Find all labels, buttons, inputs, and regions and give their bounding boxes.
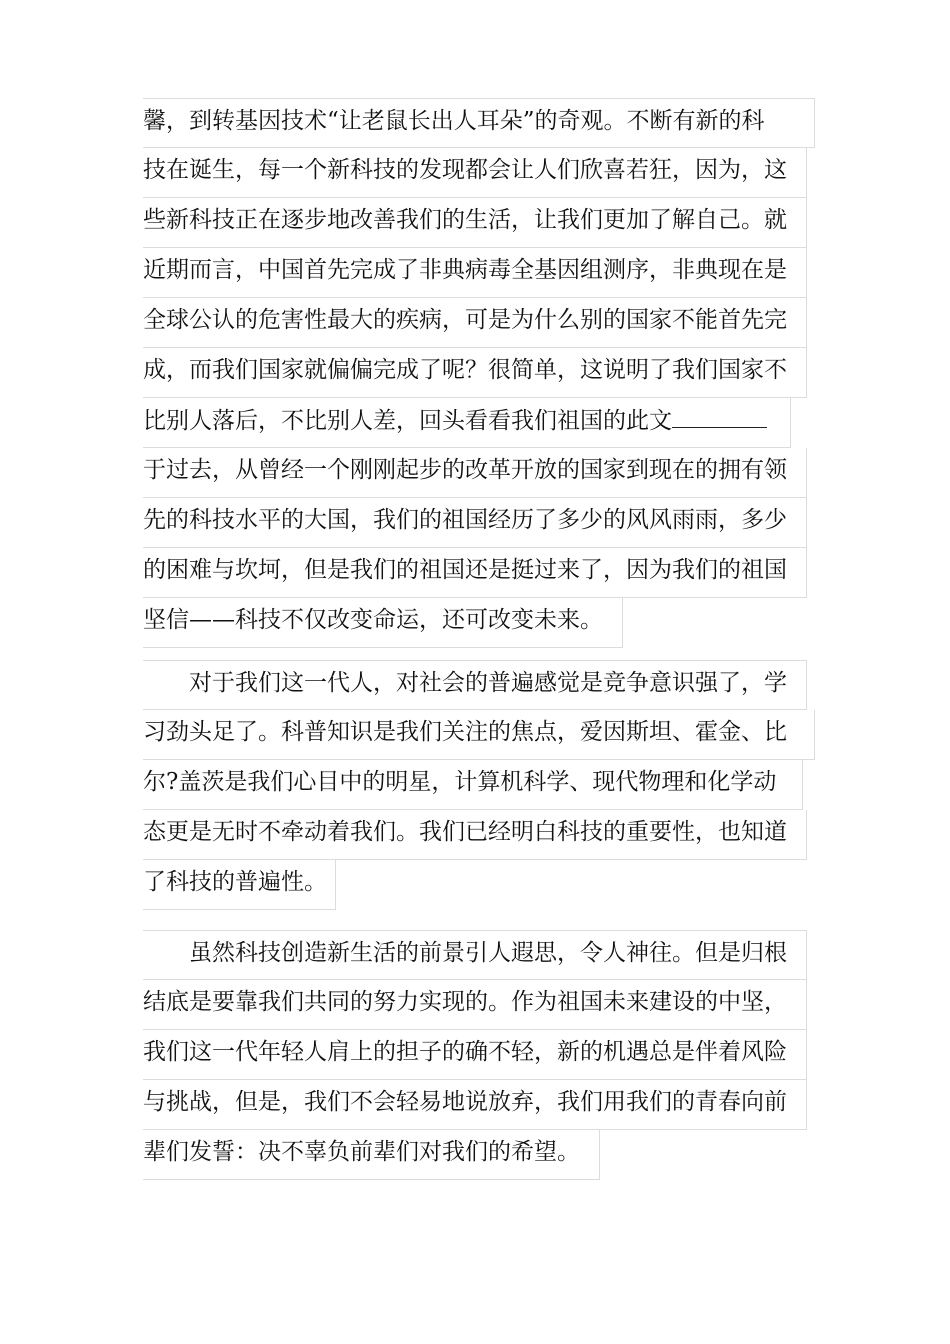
fill-in-blank: [672, 405, 767, 428]
text-line: 对于我们这一代人，对社会的普遍感觉是竞争意识强了，学: [143, 660, 807, 710]
text-line: 我们这一代年轻人肩上的担子的确不轻，新的机遇总是伴着风险: [143, 1030, 807, 1080]
text-line: 了科技的普遍性。: [143, 860, 336, 910]
text-line-content: 比别人落后，不比别人差，回头看看我们祖国的此文: [143, 408, 672, 434]
text-line: 于过去，从曾经一个刚刚起步的改革开放的国家到现在的拥有领: [143, 448, 807, 498]
text-line: 习劲头足了。科普知识是我们关注的焦点，爱因斯坦、霍金、比: [143, 710, 815, 760]
text-line: [143, 398, 791, 448]
text-line: 尔?盖茨是我们心目中的明星，计算机科学、现代物理和化学动: [143, 760, 803, 810]
text-line: 成，而我们国家就偏偏完成了呢？很简单，这说明了我们国家不: [143, 348, 807, 398]
text-line: 全球公认的危害性最大的疾病，可是为什么别的国家不能首先完: [143, 298, 807, 348]
text-line: 的困难与坎坷，但是我们的祖国还是挺过来了，因为我们的祖国: [143, 548, 807, 598]
text-line: 辈们发誓：决不辜负前辈们对我们的希望。: [143, 1130, 600, 1180]
text-line: 馨，到转基因技术“让老鼠长出人耳朵”的奇观。不断有新的科: [143, 98, 815, 148]
text-line: 近期而言，中国首先完成了非典病毒全基因组测序，非典现在是: [143, 248, 807, 298]
paragraph-1: [143, 98, 815, 648]
text-line: 些新科技正在逐步地改善我们的生活，让我们更加了解自己。就: [143, 198, 807, 248]
text-line: 先的科技水平的大国，我们的祖国经历了多少的风风雨雨，多少: [143, 498, 807, 548]
text-line: 虽然科技创造新生活的前景引人遐思，令人神往。但是归根: [143, 930, 807, 980]
text-line: 技在诞生，每一个新科技的发现都会让人们欣喜若狂，因为，这: [143, 148, 807, 198]
text-line: 态更是无时不牵动着我们。我们已经明白科技的重要性，也知道: [143, 810, 807, 860]
paragraph-3: [143, 930, 807, 1180]
paragraph-2: [143, 660, 815, 910]
text-line: 结底是要靠我们共同的努力实现的。作为祖国未来建设的中坚，: [143, 980, 807, 1030]
text-line: 坚信——科技不仅改变命运，还可改变未来。: [143, 598, 623, 648]
text-line: 与挑战，但是，我们不会轻易地说放弃，我们用我们的青春向前: [143, 1080, 807, 1130]
